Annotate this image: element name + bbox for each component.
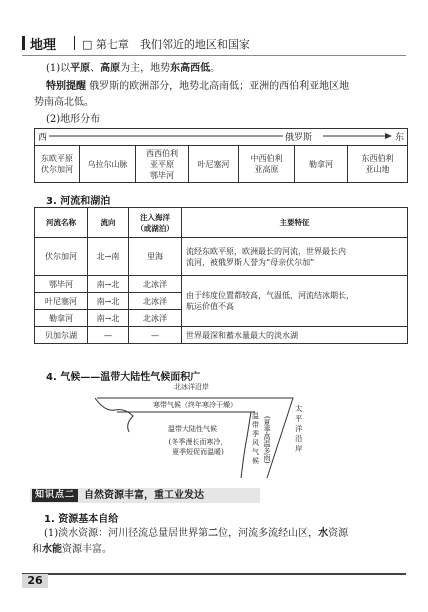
text: 。: [210, 63, 221, 74]
header-rule: [22, 55, 406, 56]
continental-label: 温带大陆性气候: [168, 425, 217, 433]
header-bar: [22, 36, 25, 50]
bold-text: 东高西低: [170, 63, 211, 74]
river-into: 北冰洋: [129, 293, 182, 310]
continental-note: (冬季漫长而寒冷， 夏季短促而温暖): [168, 438, 228, 456]
chapter-marker: □: [82, 38, 93, 51]
bold-text: 二: [208, 528, 219, 539]
resources-line1: [44, 527, 348, 541]
terrain-cell: 乌拉尔山脉: [80, 146, 136, 183]
col-header: 主要特征: [182, 208, 408, 238]
text: (1)淡水资源：河川径流总量居世界第: [44, 528, 209, 539]
tip-label: 特别提醒: [46, 81, 86, 92]
rivers-title: 3. 河流和湖泊: [46, 196, 111, 207]
col-header: 注入海洋 （或湖泊）: [129, 208, 182, 238]
chapter-title: [82, 36, 250, 52]
tip-text-cont: 势南高北低。: [34, 97, 94, 108]
bold-text: 水: [318, 528, 329, 539]
knowledge-point-badge: 知识点二: [32, 489, 78, 502]
river-name: 贝加尔湖: [35, 327, 88, 344]
arrow-row: [34, 128, 408, 146]
terrain-cell: 叶尼塞河: [189, 146, 239, 183]
tip-paragraph: [46, 80, 406, 94]
text: 资源丰富。: [62, 544, 112, 555]
merged-feature: 由于纬度位置都较高，气温低，河流结冰期长， 航运价值不高: [182, 276, 408, 327]
terrain-cell: 中西伯利 亚高原: [239, 146, 295, 183]
cold-zone-label: 寒带气候（终年寒冷干燥）: [153, 401, 237, 409]
river-name: 叶尼塞河: [35, 293, 88, 310]
pacific-label: 太 平 洋 沿 岸: [295, 404, 303, 453]
river-into: 北冰洋: [129, 276, 182, 293]
east-label: 东: [395, 133, 405, 143]
col-header: 河流名称: [35, 208, 88, 238]
text: (1)以: [46, 63, 71, 74]
resources-title: 1. 资源基本自给: [44, 514, 119, 525]
distribution-label: (2)地形分布: [46, 114, 101, 125]
climate-title: 4. 气候——温带大陆性气候面积广: [46, 372, 201, 383]
text: 为主，地势: [120, 63, 171, 74]
terrain-cell: 勒拿河: [295, 146, 348, 183]
terrain-cell: 西西伯利 亚平原 鄂毕河: [136, 146, 189, 183]
river-name: 勒拿河: [35, 310, 88, 327]
text: 、: [90, 63, 101, 74]
river-flow: 南→北: [88, 276, 129, 293]
west-label: 西: [38, 133, 48, 143]
chapter-title-text: 第七章 我们邻近的地区和国家: [95, 38, 250, 51]
table-row: [35, 276, 408, 293]
header-divider: [74, 36, 75, 50]
russia-label: 俄罗斯: [285, 133, 313, 143]
river-flow: 北→南: [88, 238, 129, 276]
table-row: [35, 238, 408, 276]
river-flow: 南→北: [88, 293, 129, 310]
subject-label: 地理: [30, 38, 57, 53]
bold-text: 高原: [100, 63, 121, 74]
monsoon-label: 温 带 季 风 气 候: [252, 412, 259, 465]
river-into: 里海: [129, 238, 182, 276]
river-into: —: [129, 327, 182, 344]
terrain-cell: 东欧平原 伏尔加河: [35, 146, 80, 183]
bold-text: 水能: [42, 544, 62, 555]
arrow-svg: [35, 129, 407, 146]
terrain-line: [46, 62, 220, 76]
resources-line2: [32, 543, 112, 557]
river-flow: 南→北: [88, 310, 129, 327]
text: 位，河流多流经山区，: [218, 528, 319, 539]
river-flow: —: [88, 327, 129, 344]
monsoon-note: (夏季高温多雨): [263, 416, 271, 464]
rivers-table: [34, 207, 408, 344]
text: 和: [32, 544, 42, 555]
river-feature: 流经东欧平原，欧洲最长的河流，世界最长内 流河，被俄罗斯人誉为“母亲伏尔加”: [182, 238, 408, 276]
text: 资源: [328, 528, 349, 539]
knowledge-point-title: 自然资源丰富，重工业发达: [84, 490, 204, 501]
col-header: 流向: [88, 208, 129, 238]
river-name: 伏尔加河: [35, 238, 88, 276]
river-into: 北冰洋: [129, 310, 182, 327]
tip-text: 俄罗斯的欧洲部分，地势北高南低；亚洲的西伯利亚地区地: [86, 81, 350, 92]
bold-text: 平原: [70, 63, 91, 74]
terrain-table: [34, 145, 408, 183]
river-feature: 世界最深和蓄水量最大的淡水湖: [182, 327, 408, 344]
table-row: [35, 327, 408, 344]
river-name: 鄂毕河: [35, 276, 88, 293]
page-number: 26: [22, 574, 48, 588]
north-coast-label: 北冰洋沿岸: [174, 383, 209, 391]
footer-rule: [22, 573, 406, 575]
terrain-cell: 东西伯利 亚山地: [348, 146, 408, 183]
